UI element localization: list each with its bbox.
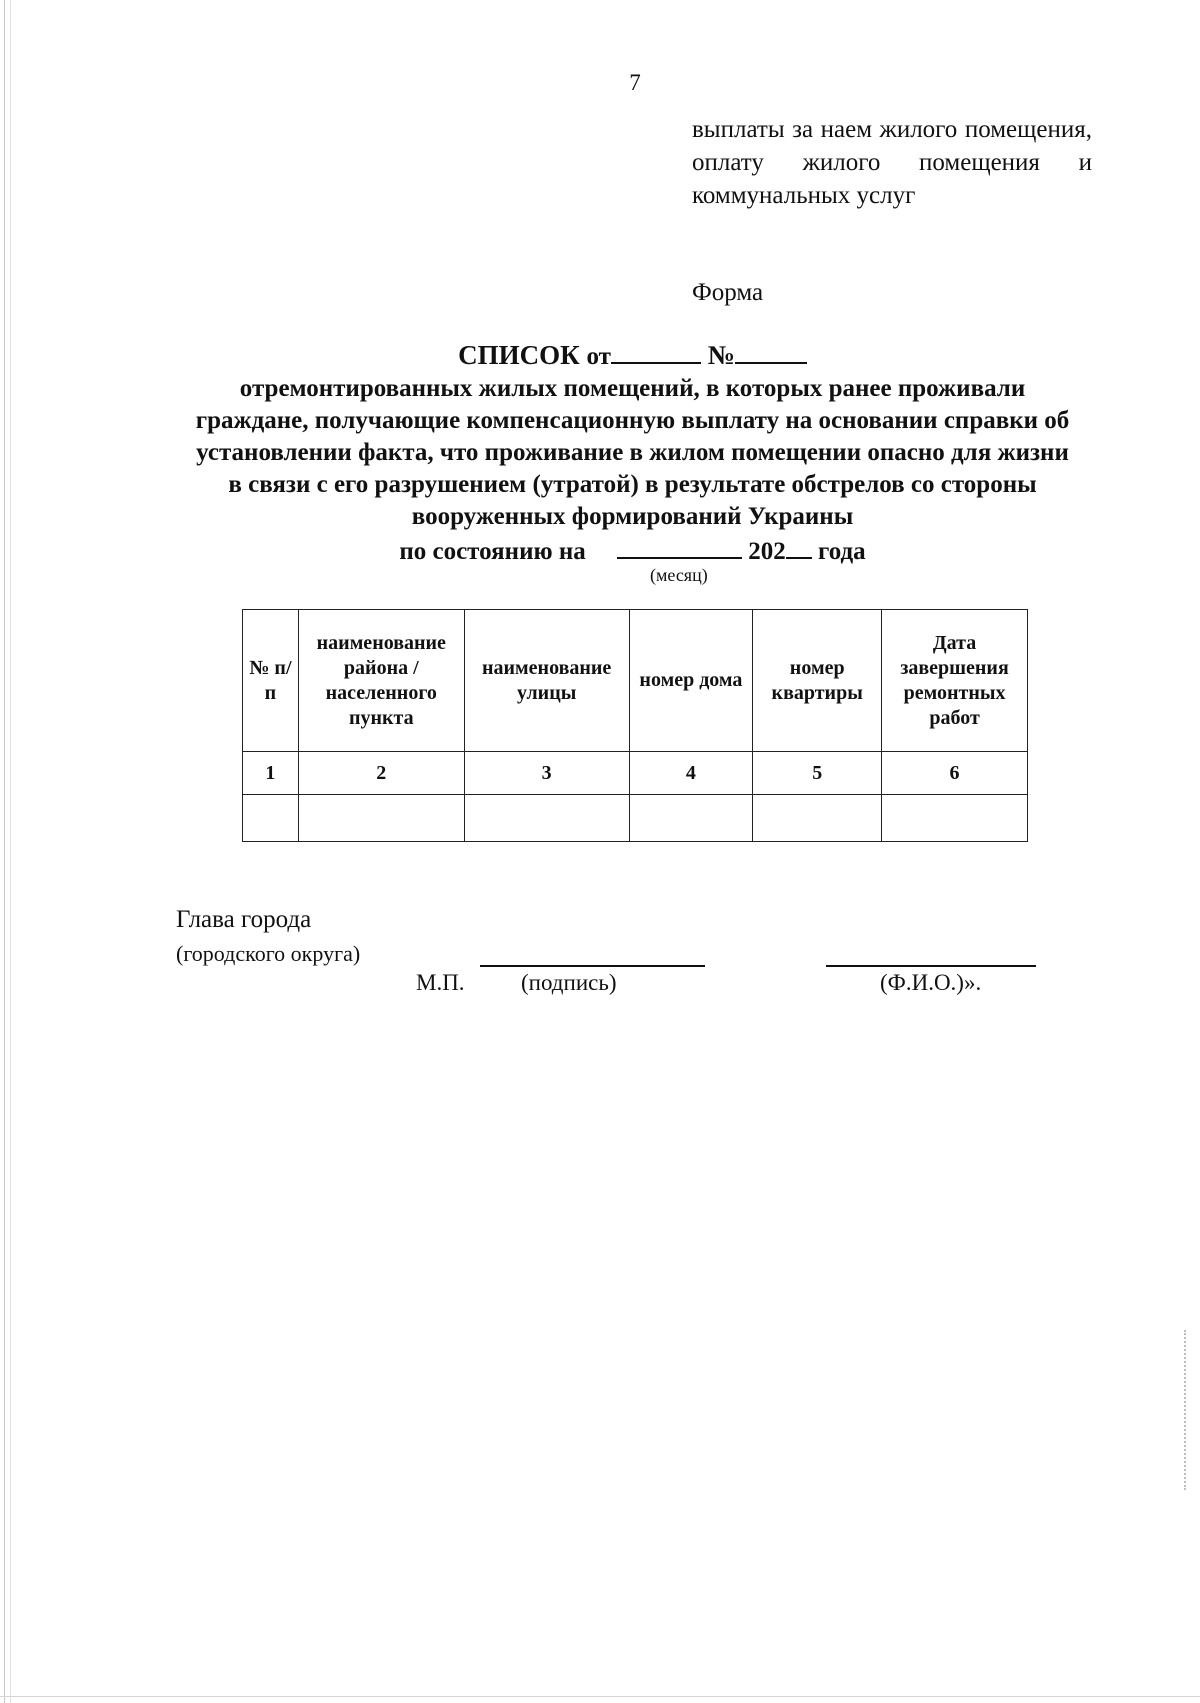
header-cell-street: наименование улицы [464,610,629,752]
title-description: отремонтированных жилых помещений, в которых ранее проживали граждане, получающие компенсационную выплату на основании справки об установлении факта, что проживание в жилом помещении опасно для жизни в связи с его разрушением (утратой) в результате обстрелов со стороны вооруженных формирований Украины [195,375,1070,530]
year-prefix: 202 [748,538,786,565]
month-hint: (месяц) [650,565,708,585]
year-suffix: года [818,538,866,565]
signatory-title: Глава города [176,906,312,933]
name-line [826,965,1036,967]
title-word: СПИСОК [458,340,580,370]
document-title-block [130,338,1135,568]
title-row [130,338,1135,373]
title-number-sign: № [707,340,735,370]
scan-edge-left [4,0,5,1703]
number-cell: 1 [243,752,299,795]
state-row [130,533,1135,568]
page-number: 7 [629,70,641,95]
stamp-label: М.П. [416,970,465,995]
signature-block [176,903,360,967]
date-blank [611,338,701,364]
table-number-row [243,752,1028,795]
empty-cell [298,795,464,842]
scan-edge-right [1184,1330,1188,1490]
name-label: (Ф.И.О.)». [880,970,982,995]
number-cell: 4 [629,752,753,795]
state-prefix: по состоянию на [399,538,586,565]
header-cell-completion-date: Дата завершения ремонтных работ [882,610,1028,752]
signature-line [480,965,705,967]
appendix-text: выплаты за наем жилого помещения, оплату жилого помещения и коммунальных услуг [692,116,1092,209]
empty-cell [464,795,629,842]
number-cell: 3 [464,752,629,795]
repaired-housing-table [242,609,1028,842]
table-empty-row [243,795,1028,842]
signature-label: (подпись) [521,970,617,995]
month-blank [617,533,742,559]
form-label: Форма [692,279,764,306]
header-cell-index: № п/п [243,610,299,752]
year-blank [786,533,812,559]
number-cell: 2 [298,752,464,795]
header-cell-apartment: номер квартиры [753,610,882,752]
empty-cell [629,795,753,842]
empty-cell [243,795,299,842]
signatory-subtitle: (городского округа) [176,941,361,966]
header-cell-district: наименование района / населенного пункта [298,610,464,752]
number-cell: 6 [882,752,1028,795]
empty-cell [753,795,882,842]
number-cell: 5 [753,752,882,795]
table-header-row [243,610,1028,752]
number-blank [735,338,807,364]
title-from: от [586,343,611,370]
empty-cell [882,795,1028,842]
header-cell-house: номер дома [629,610,753,752]
scan-edge-bottom [0,1696,1200,1697]
scan-edge-left-inner [10,0,11,1703]
